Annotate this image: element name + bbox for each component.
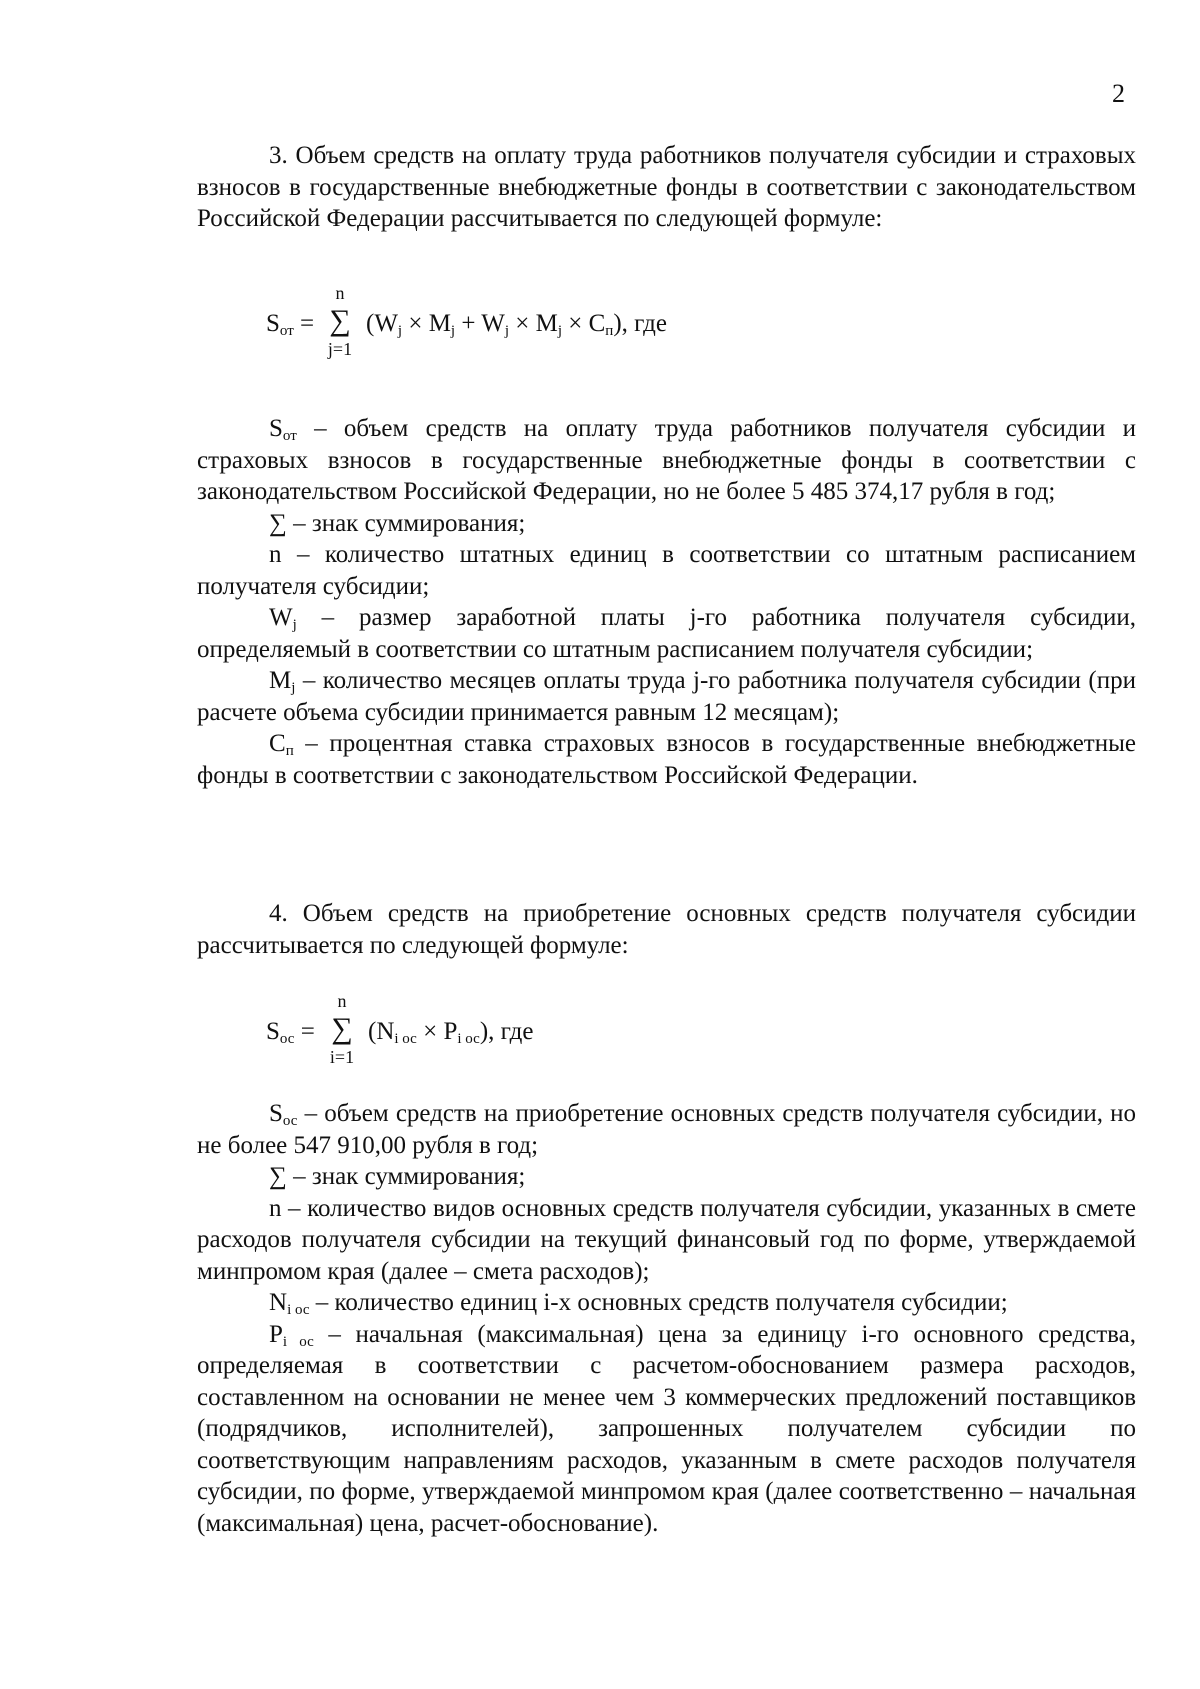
definition-item: ∑ – знак суммирования; — [269, 509, 526, 537]
section-3-intro-block — [197, 140, 1136, 235]
formula-fixed-assets — [266, 992, 666, 1072]
formula-wages-sum: n ∑ j=1 — [327, 283, 353, 359]
page-number: 2 — [1112, 79, 1125, 108]
definition-item: $W_j$ – размер заработной платы j-го работника получателя субсидии, определяемый в соответствии со штатным расписанием получателя субсидии; — [197, 604, 1136, 663]
definition-item: $S_{ос}$ – объем средств на приобретение основных средств получателя субсидии, но не более 547 910,00 рубля в год; — [197, 1100, 1136, 1159]
section-3-intro: 3. Объем средств на оплату труда работников получателя субсидии и страховых взносов в государственные внебюджетные фонды в соответствии с законодательством Российской Федерации рассчитывается по следующей формуле: — [197, 142, 1136, 232]
definition-item: $S_{от}$ – объем средств на оплату труда работников получателя субсидии и страховых взносов в государственные внебюджетные фонды в соответствии с законодательством Российской Федерации, но не более 5 485 374,17 рубля в год; — [197, 415, 1136, 505]
section-3-definitions — [197, 413, 1136, 791]
definition-item: $C_п$ – процентная ставка страховых взносов в государственные внебюджетные фонды в соответствии с законодательством Российской Федерации. — [197, 730, 1136, 789]
formula-wages — [266, 284, 866, 364]
definition-item: $M_j$ – количество месяцев оплаты труда j-го работника получателя субсидии (при расчете объема субсидии принимается равным 12 месяцам); — [197, 667, 1136, 726]
definition-item: n – количество видов основных средств получателя субсидии, указанных в смете расходов получателя субсидии на текущий финансовый год по форме, утверждаемой минпромом края (далее – смета расходов); — [197, 1194, 1136, 1285]
formula-assets-sum: n ∑ i=1 — [329, 991, 355, 1067]
section-4-intro-block — [197, 898, 1136, 961]
formula-wages-lhs: $S_{от}$ = — [266, 310, 315, 339]
definition-item: $P_{i ос}$ – начальная (максимальная) цена за единицу i-го основного средства, определяемая в соответствии с расчетом-обоснованием размера расходов, составленном на основании не менее чем 3 коммерческих предложений поставщиков (подрядчиков, исполнителей), запрошенных получателем субсидии по соответствующим направлениям расходов, указанным в смете расходов получателя субсидии, по форме, утверждаемой минпромом края (далее соответственно – начальная (максимальная) цена, расчет-обоснование). — [197, 1320, 1137, 1537]
formula-assets-rhs: $(N_{i ос} \times P_{i ос})$, где — [368, 1018, 534, 1047]
definition-item: n – количество штатных единиц в соответствии со штатным расписанием получателя субсидии; — [197, 541, 1136, 600]
definition-item: $N_{i ос}$ – количество единиц i-х основных средств получателя субсидии; — [269, 1289, 1008, 1318]
section-4-intro: 4. Объем средств на приобретение основных средств получателя субсидии рассчитывается по следующей формуле: — [197, 900, 1136, 959]
formula-wages-rhs: $(W_j \times M_j + W_j \times M_j \times C_п)$, где — [366, 310, 667, 339]
formula-assets-lhs: $S_{ос}$ = — [266, 1018, 315, 1047]
definition-item: ∑ – знак суммирования; — [269, 1163, 526, 1190]
section-4-definitions — [197, 1098, 1136, 1539]
